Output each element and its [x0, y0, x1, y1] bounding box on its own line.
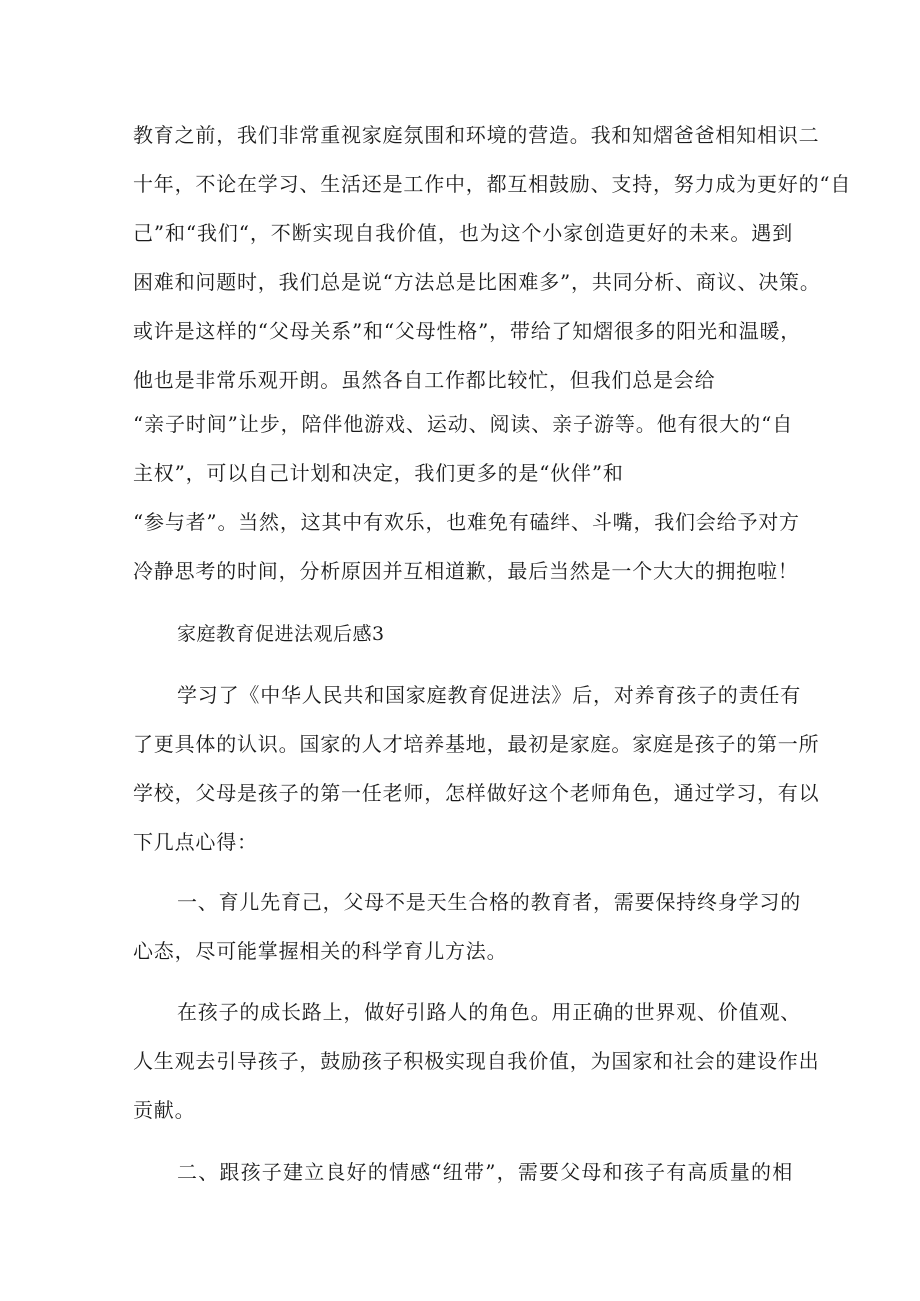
text-line: 下几点心得： — [133, 830, 258, 854]
text-line: 学习了《中华人民共和国家庭教育促进法》后，对养育孩子的责任有 — [177, 683, 801, 707]
text-line: 贡献。 — [133, 1098, 196, 1122]
text-line: 在孩子的成长路上，做好引路人的角色。用正确的世界观、价值观、 — [177, 1000, 801, 1024]
text-line: 十年，不论在学习、生活还是工作中，都互相鼓励、支持，努力成为更好的“自 — [133, 172, 852, 196]
section-heading: 家庭教育促进法观后感3 — [177, 623, 385, 645]
text-line: 他也是非常乐观开朗。虽然各自工作都比较忙，但我们总是会给 — [133, 368, 716, 392]
text-line: 一、育儿先育己，父母不是天生合格的教育者，需要保持终身学习的 — [177, 890, 801, 914]
text-line: 学校，父母是孩子的第一任老师，怎样做好这个老师角色，通过学习，有以 — [133, 781, 820, 805]
text-line: 人生观去引导孩子，鼓励孩子积极实现自我价值，为国家和社会的建设作出 — [133, 1049, 820, 1073]
text-line: 教育之前，我们非常重视家庭氛围和环境的营造。我和知熠爸爸相知相识二 — [133, 123, 820, 147]
text-line: 困难和问题时，我们总是说“方法总是比困难多”，共同分析、商议、决策。 — [133, 270, 821, 294]
text-line: 二、跟孩子建立良好的情感“纽带”，需要父母和孩子有高质量的相 — [177, 1160, 793, 1184]
text-line: 己”和“我们“，不断实现自我价值，也为这个小家创造更好的未来。遇到 — [133, 221, 793, 245]
text-line: “亲子时间”让步，陪伴他游戏、运动、阅读、亲子游等。他有很大的“自 — [133, 412, 793, 436]
text-line: 冷静思考的时间，分析原因并互相道歉，最后当然是一个大大的拥抱啦！ — [133, 559, 799, 583]
text-line: “参与者”。当然，这其中有欢乐，也难免有磕绊、斗嘴，我们会给予对方 — [133, 510, 800, 534]
text-line: 心态，尽可能掌握相关的科学育儿方法。 — [133, 939, 508, 963]
text-line: 主权”，可以自己计划和决定，我们更多的是“伙伴”和 — [133, 461, 624, 485]
text-line: 或许是这样的“父母关系”和“父母性格”，带给了知熠很多的阳光和温暖， — [133, 319, 802, 343]
text-line: 了更具体的认识。国家的人才培养基地，最初是家庭。家庭是孩子的第一所 — [133, 732, 820, 756]
